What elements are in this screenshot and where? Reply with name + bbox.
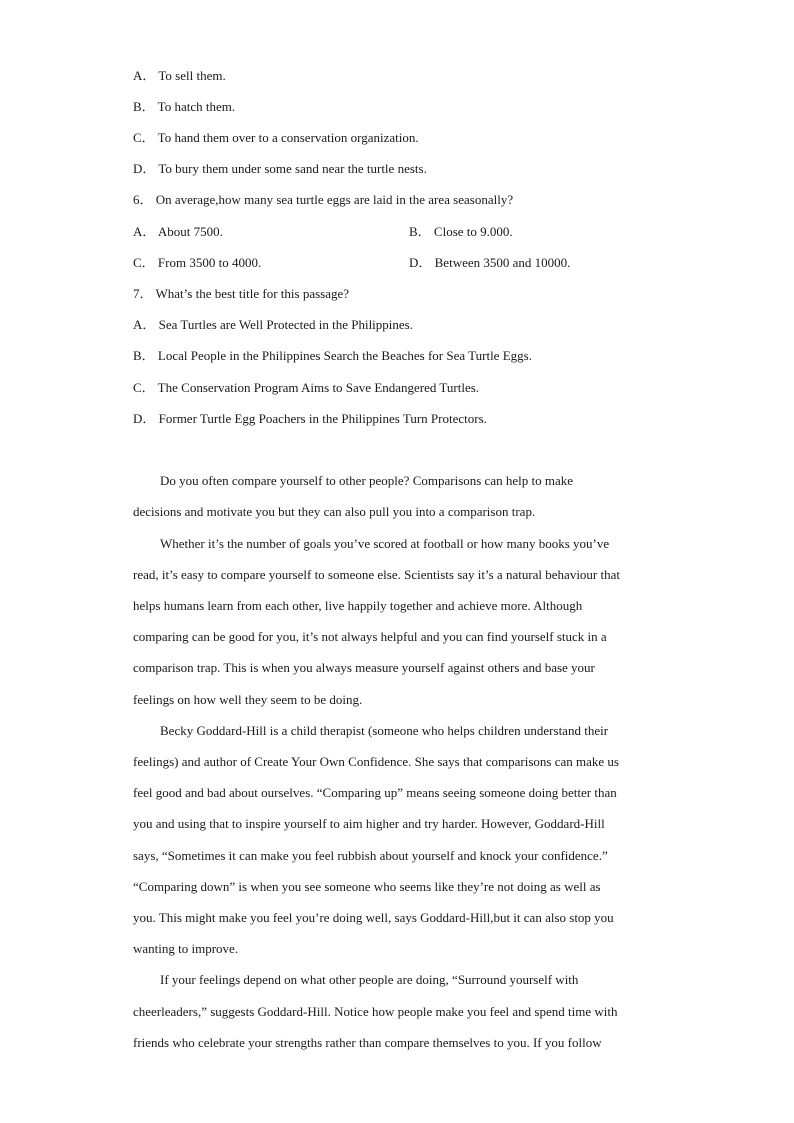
- q6-option-b: B． Close to 9.000.: [409, 224, 513, 239]
- q7-option-d: D． Former Turtle Egg Poachers in the Philippines Turn Protectors.: [133, 411, 487, 426]
- passage-line: says, “Sometimes it can make you feel rubbish about yourself and knock your confidence.”: [133, 848, 608, 863]
- passage-line: Do you often compare yourself to other people? Comparisons can help to make: [160, 473, 573, 488]
- passage-line: friends who celebrate your strengths rather than compare themselves to you. If you follow: [133, 1035, 602, 1050]
- q7-option-b: B． Local People in the Philippines Search the Beaches for Sea Turtle Eggs.: [133, 348, 532, 363]
- q6-stem: 6． On average,how many sea turtle eggs are laid in the area seasonally?: [133, 192, 514, 207]
- q7-option-a: A． Sea Turtles are Well Protected in the Philippines.: [133, 317, 413, 332]
- passage-line: “Comparing down” is when you see someone who seems like they’re not doing as well as: [133, 879, 601, 894]
- passage-line: feel good and bad about ourselves. “Comparing up” means seeing someone doing better than: [133, 785, 617, 800]
- passage-line: Whether it’s the number of goals you’ve scored at football or how many books you’ve: [160, 536, 610, 551]
- passage-line: helps humans learn from each other, live happily together and achieve more. Although: [133, 598, 583, 613]
- passage-line: decisions and motivate you but they can also pull you into a comparison trap.: [133, 504, 536, 519]
- passage-line: If your feelings depend on what other people are doing, “Surround yourself with: [160, 972, 579, 987]
- q5-option-d: D． To bury them under some sand near the turtle nests.: [133, 161, 427, 176]
- q5-option-b: B． To hatch them.: [133, 99, 236, 114]
- q7-option-c: C． The Conservation Program Aims to Save Endangered Turtles.: [133, 380, 480, 395]
- passage-line: feelings on how well they seem to be doing.: [133, 692, 363, 707]
- q6-option-c: C． From 3500 to 4000.: [133, 255, 262, 270]
- passage-line: comparing can be good for you, it’s not always helpful and you can find yourself stuck in a: [133, 629, 607, 644]
- passage-line: feelings) and author of Create Your Own Confidence. She says that comparisons can make us: [133, 754, 619, 769]
- q6-option-d: D． Between 3500 and 10000.: [409, 255, 571, 270]
- passage-line: Becky Goddard-Hill is a child therapist (someone who helps children understand their: [160, 723, 609, 738]
- passage-line: cheerleaders,” suggests Goddard-Hill. Notice how people make you feel and spend time with: [133, 1004, 618, 1019]
- q6-option-a: A． About 7500.: [133, 224, 223, 239]
- q5-option-c: C． To hand them over to a conservation organization.: [133, 130, 419, 145]
- passage-line: you. This might make you feel you’re doing well, says Goddard-Hill,but it can also stop you: [133, 910, 614, 925]
- passage-line: wanting to improve.: [133, 941, 239, 956]
- passage-line: comparison trap. This is when you always measure yourself against others and base your: [133, 660, 595, 675]
- q7-stem: 7． What’s the best title for this passage?: [133, 286, 350, 301]
- passage-line: you and using that to inspire yourself to aim higher and try harder. However, Goddard-Hill: [133, 816, 605, 831]
- q5-option-a: A． To sell them.: [133, 68, 226, 83]
- passage-line: read, it’s easy to compare yourself to someone else. Scientists say it’s a natural behaviour that: [133, 567, 621, 582]
